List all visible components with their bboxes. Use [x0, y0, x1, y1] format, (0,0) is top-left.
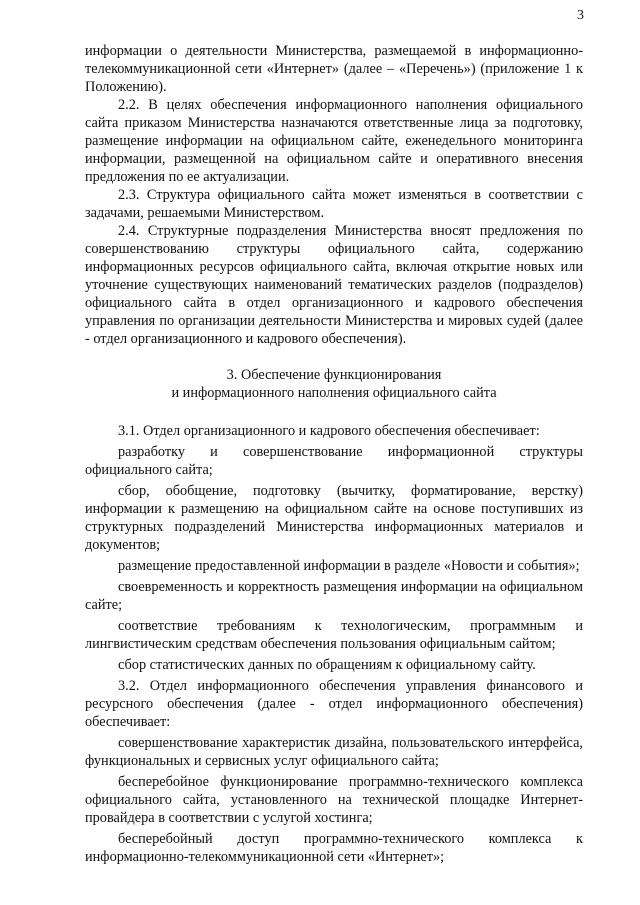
section-heading-line-1: 3. Обеспечение функционирования: [226, 367, 442, 383]
paragraph-2-2: 2.2. В целях обеспечения информационного наполнения официального сайта приказом Министерства назначаются ответственные лица за подготовку, размещение информации на официальном сайте, еженедельного мониторинга информации, размещенной на официальном сайте и оперативного внесения предложения по ее актуализации.: [85, 97, 583, 185]
paragraph-3-1: 3.1. Отдел организационного и кадрового обеспечения обеспечивает:: [118, 423, 540, 439]
list-item: бесперебойный доступ программно-технического комплекса к информационно-телекоммуникационной сети «Интернет»;: [85, 831, 583, 865]
paragraph-3-2: 3.2. Отдел информационного обеспечения управления финансового и ресурсного обеспечения (далее - отдел информационного обеспечения) обеспечивает:: [85, 678, 583, 730]
section-heading-line-2: и информационного наполнения официального сайта: [171, 385, 497, 401]
list-item: соответствие требованиям к технологическим, программным и лингвистическим средствам обеспечения пользования официальным сайтом;: [85, 618, 583, 652]
list-item: своевременность и корректность размещения информации на официальном сайте;: [85, 579, 583, 613]
page-number: 3: [577, 8, 584, 23]
paragraph-2-4: 2.4. Структурные подразделения Министерства вносят предложения по совершенствованию структуры официального сайта, содержанию информационных ресурсов официального сайта, включая открытие новых или уточнение существующих наименований тематических разделов (подразделов) официального сайта в отдел организационного и кадрового обеспечения управления по организации деятельности Министерства и мировых судей (далее - отдел организационного и кадрового обеспечения).: [85, 223, 583, 347]
list-item: сбор статистических данных по обращениям к официальному сайту.: [118, 657, 536, 673]
list-item: разработку и совершенствование информационной структуры официального сайта;: [85, 444, 583, 478]
paragraph-continuation: информации о деятельности Министерства, размещаемой в информационно-телекоммуникационной сети «Интернет» (далее – «Перечень») (приложение 1 к Положению).: [85, 43, 583, 95]
list-item: сбор, обобщение, подготовку (вычитку, форматирование, верстку) информации к размещению на официальном сайте на основе поступивших из структурных подразделений Министерства информационных материалов и документов;: [85, 483, 583, 553]
list-item: совершенствование характеристик дизайна, пользовательского интерфейса, функциональных и сервисных услуг официального сайта;: [85, 735, 583, 769]
section-heading: [85, 366, 583, 402]
document-body: [85, 42, 583, 866]
list-item: бесперебойное функционирование программно-технического комплекса официального сайта, установленного на технической площадке Интернет-провайдера в соответствии с услугой хостинга;: [85, 774, 583, 826]
paragraph-2-3: 2.3. Структура официального сайта может изменяться в соответствии с задачами, решаемыми Министерством.: [85, 187, 583, 221]
list-item: размещение предоставленной информации в разделе «Новости и события»;: [118, 558, 580, 574]
